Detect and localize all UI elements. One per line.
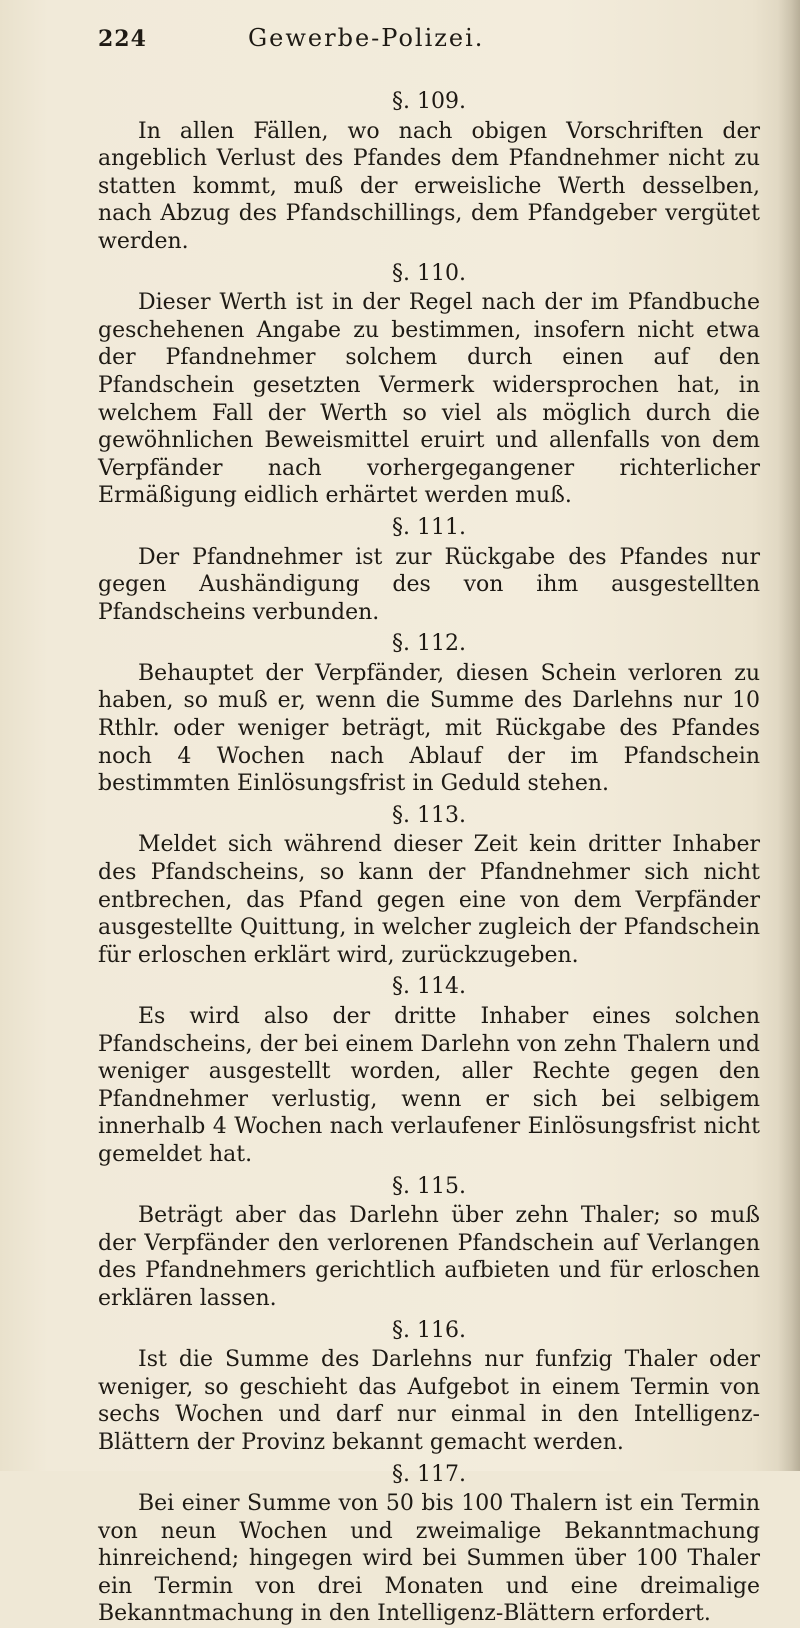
running-title: Gewerbe-Polizei. bbox=[248, 24, 484, 52]
body-text bbox=[98, 84, 760, 1628]
section-text: Beträgt aber das Darlehn über zehn Thaler; so muß der Verpfänder den verlorenen Pfandschein auf Verlangen des Pfandnehmers gerichtlich aufbieten und für erloschen erklären lassen. bbox=[98, 1202, 760, 1312]
section-115 bbox=[98, 1173, 760, 1313]
section-number: §. 117. bbox=[98, 1461, 760, 1489]
section-113 bbox=[98, 802, 760, 970]
section-111 bbox=[98, 514, 760, 626]
section-number: §. 109. bbox=[98, 88, 760, 116]
section-117 bbox=[98, 1461, 760, 1628]
section-text: Dieser Werth ist in der Regel nach der im Pfandbuche geschehenen Angabe zu bestimmen, insofern nicht etwa der Pfandnehmer solchem durch einen auf den Pfandschein gesetzten Vermerk widersprochen hat, in welchem Fall der Werth so viel als möglich durch die gewöhnlichen Beweismittel eruirt und allenfalls von dem Verpfänder nach vorhergegangener richterlicher Ermäßigung eidlich erhärtet werden muß. bbox=[98, 289, 760, 510]
section-114 bbox=[98, 973, 760, 1168]
section-text: Es wird also der dritte Inhaber eines solchen Pfandscheins, der bei einem Darlehn von zehn Thalern und weniger ausgestellt worden, aller Rechte gegen den Pfandnehmer verlustig, wenn er sich bei selbigem innerhalb 4 Wochen nach verlaufener Einlösungsfrist nicht gemeldet hat. bbox=[98, 1003, 760, 1169]
section-text: Behauptet der Verpfänder, diesen Schein verloren zu haben, so muß er, wenn die Summe des Darlehns nur 10 Rthlr. oder weniger beträgt, mit Rückgabe des Pfandes noch 4 Wochen nach Ablauf der im Pfandschein bestimmten Einlösungsfrist in Geduld stehen. bbox=[98, 660, 760, 798]
section-text: In allen Fällen, wo nach obigen Vorschriften der angeblich Verlust des Pfandes dem Pfandnehmer nicht zu statten kommt, muß der erweisliche Werth desselben, nach Abzug des Pfandschillings, dem Pfandgeber vergütet werden. bbox=[98, 118, 760, 256]
section-text: Ist die Summe des Darlehns nur funfzig Thaler oder weniger, so geschieht das Aufgebot in einem Termin von sechs Wochen und darf nur einmal in den Intelligenz-Blättern der Provinz bekannt gemacht werden. bbox=[98, 1346, 760, 1456]
section-number: §. 112. bbox=[98, 630, 760, 658]
section-number: §. 113. bbox=[98, 802, 760, 830]
section-116 bbox=[98, 1317, 760, 1457]
page-number: 224 bbox=[98, 26, 147, 52]
page-header bbox=[98, 18, 758, 62]
section-text: Meldet sich während dieser Zeit kein dritter Inhaber des Pfandscheins, so kann der Pfandnehmer sich nicht entbrechen, das Pfand gegen eine von dem Verpfänder ausgestellte Quittung, in welcher zugleich der Pfandschein für erloschen erklärt wird, zurückzugeben. bbox=[98, 831, 760, 969]
page-binding-shadow bbox=[778, 0, 800, 1471]
section-number: §. 114. bbox=[98, 973, 760, 1001]
section-109 bbox=[98, 88, 760, 256]
section-number: §. 115. bbox=[98, 1173, 760, 1201]
section-number: §. 111. bbox=[98, 514, 760, 542]
section-text: Bei einer Summe von 50 bis 100 Thalern ist ein Termin von neun Wochen und zweimalige Bekanntmachung hinreichend; hingegen wird bei Summen über 100 Thaler ein Termin von drei Monaten und eine dreimalige Bekanntmachung in den Intelligenz-Blättern erfordert. bbox=[98, 1490, 760, 1628]
section-112 bbox=[98, 630, 760, 798]
section-text: Der Pfandnehmer ist zur Rückgabe des Pfandes nur gegen Aushändigung des von ihm ausgestellten Pfandscheins verbunden. bbox=[98, 544, 760, 627]
section-number: §. 116. bbox=[98, 1317, 760, 1345]
section-110 bbox=[98, 260, 760, 510]
section-number: §. 110. bbox=[98, 260, 760, 288]
